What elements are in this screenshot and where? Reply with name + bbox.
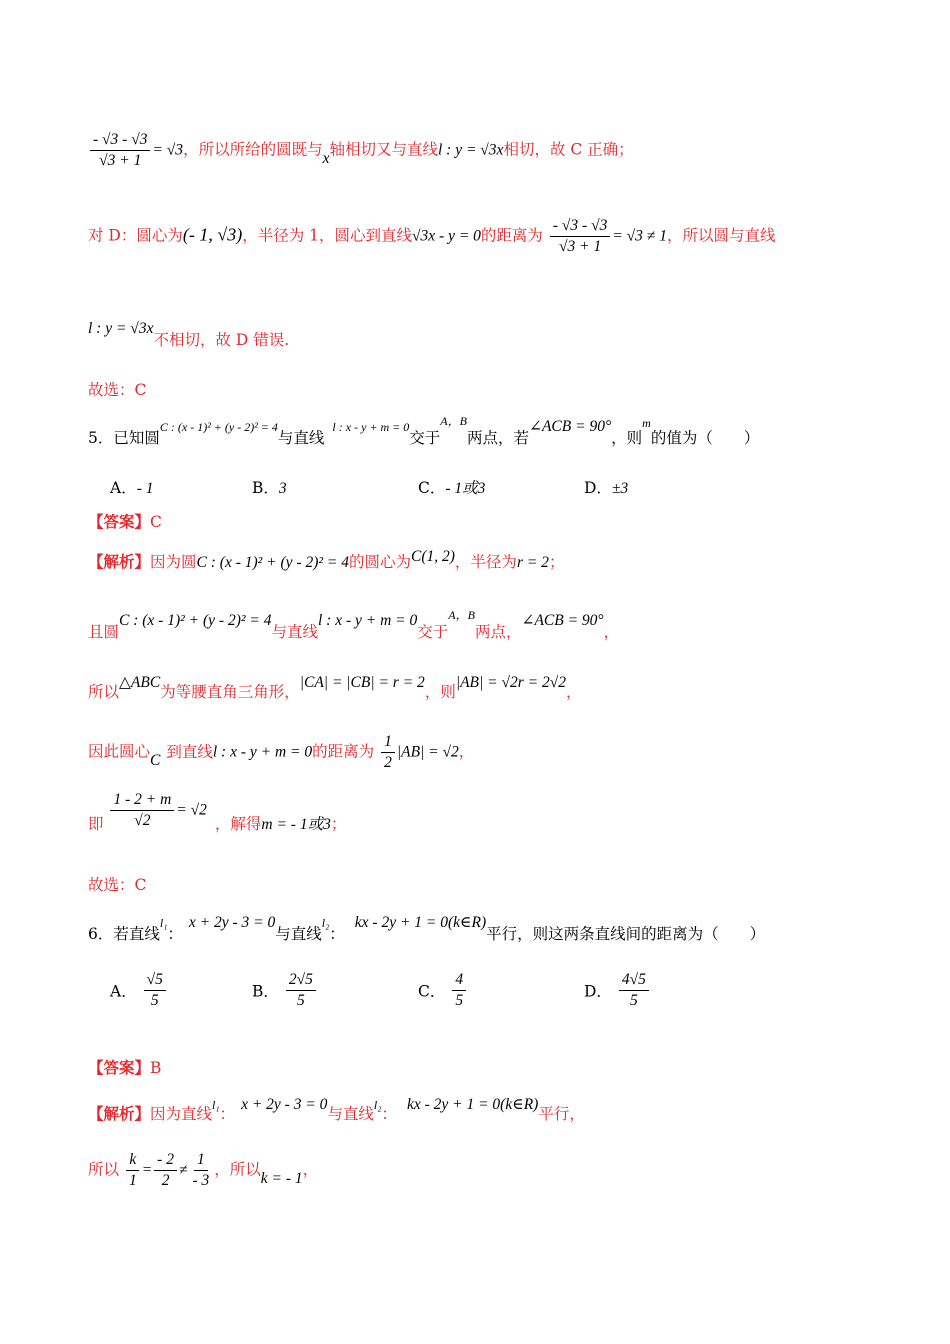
q6-analysis-1: 【解析】因为直线l₁：x + 2y - 3 = 0与直线l₂：kx - 2y + 1 = 0(k∈R)平行， <box>88 1096 585 1123</box>
q5-analysis-2: 且圆C : (x - 1)² + (y - 2)² = 4与直线l : x - y + m = 0交于$^{A,B}$两点，∠ACB = 90°， <box>88 608 620 641</box>
solution-line-c: $\frac{- √3 - √3}{√3 + 1}$ = √3，所以所给的圆既与x轴相切又与直线l : y = √3x相切，故 C 正确； <box>88 130 634 171</box>
solution-line-d: 对 D：圆心为(- 1, √3)，半径为 1，圆心到直线√3x - y = 0的距离为 $\frac{- √3 - √3}{√3 + 1}$ = √3 ≠ 1，所以圆与直线 <box>88 217 776 255</box>
q5-analysis-4: 因此圆心C 到直线l : x - y + m = 0的距离为 $\frac{1}{2}$ |AB| = √2， <box>88 733 475 771</box>
q5-option-d: D．±3 <box>584 479 629 497</box>
distance-fraction-d: $\frac{- √3 - √3}{√3 + 1}$ <box>550 216 610 257</box>
q5-analysis-1: 【解析】因为圆C : (x - 1)² + (y - 2)² = 4的圆心为C(1, 2)，半径为r = 2； <box>88 548 565 571</box>
solution-line-d2: l : y = √3x不相切，故 D 错误. <box>88 320 290 349</box>
q6-option-c: C． $\frac{4}{5}$ <box>418 970 468 1011</box>
q6-analysis-2: 所以 $\frac{k}{1}$ = $\frac{- 2}{2}$ ≠ $\frac{1}{- 3}$ ，所以k = - 1， <box>88 1151 319 1189</box>
q5-analysis-5: 即 $\frac{1 - 2 + m}{√2}$ = √2，解得m = - 1或3； <box>88 791 347 833</box>
question-6: 6．若直线l₁：x + 2y - 3 = 0与直线l₂：kx - 2y + 1 = 0(k∈R)平行，则这两条直线间的距离为（ ） <box>88 914 766 943</box>
distance-fraction: $\frac{- √3 - √3}{√3 + 1}$ <box>90 130 150 171</box>
q5-option-c: C．- 1或3 <box>418 479 486 497</box>
q5-option-a: A．- 1 <box>110 479 154 497</box>
q6-option-b: B． $\frac{2√5}{5}$ <box>252 970 318 1011</box>
q5-analysis-3: 所以△ABC为等腰直角三角形，|CA| = |CB| = r = 2，则|AB| = √2r = 2√2， <box>88 674 582 701</box>
q5-option-b: B．3 <box>252 479 287 497</box>
distance-eq-fraction: $\frac{1 - 2 + m}{√2}$ <box>110 790 174 831</box>
q6-option-d: D． $\frac{4√5}{5}$ <box>584 970 651 1011</box>
q5-answer: 【答案】C <box>88 512 162 531</box>
question-5: 5．已知圆C : (x - 1)² + (y - 2)² = 4与直线l : x - y + m = 0交于$^{A,B}$两点，若∠ACB = 90°，则$^m$的值为（ ） <box>88 414 760 447</box>
final-answer-4: 故选：C <box>88 381 147 399</box>
q6-option-a: A． $\frac{√5}{5}$ <box>110 970 168 1011</box>
q5-final: 故选：C <box>88 876 147 894</box>
half-fraction: $\frac{1}{2}$ <box>381 732 395 773</box>
q6-answer: 【答案】B <box>88 1058 162 1077</box>
